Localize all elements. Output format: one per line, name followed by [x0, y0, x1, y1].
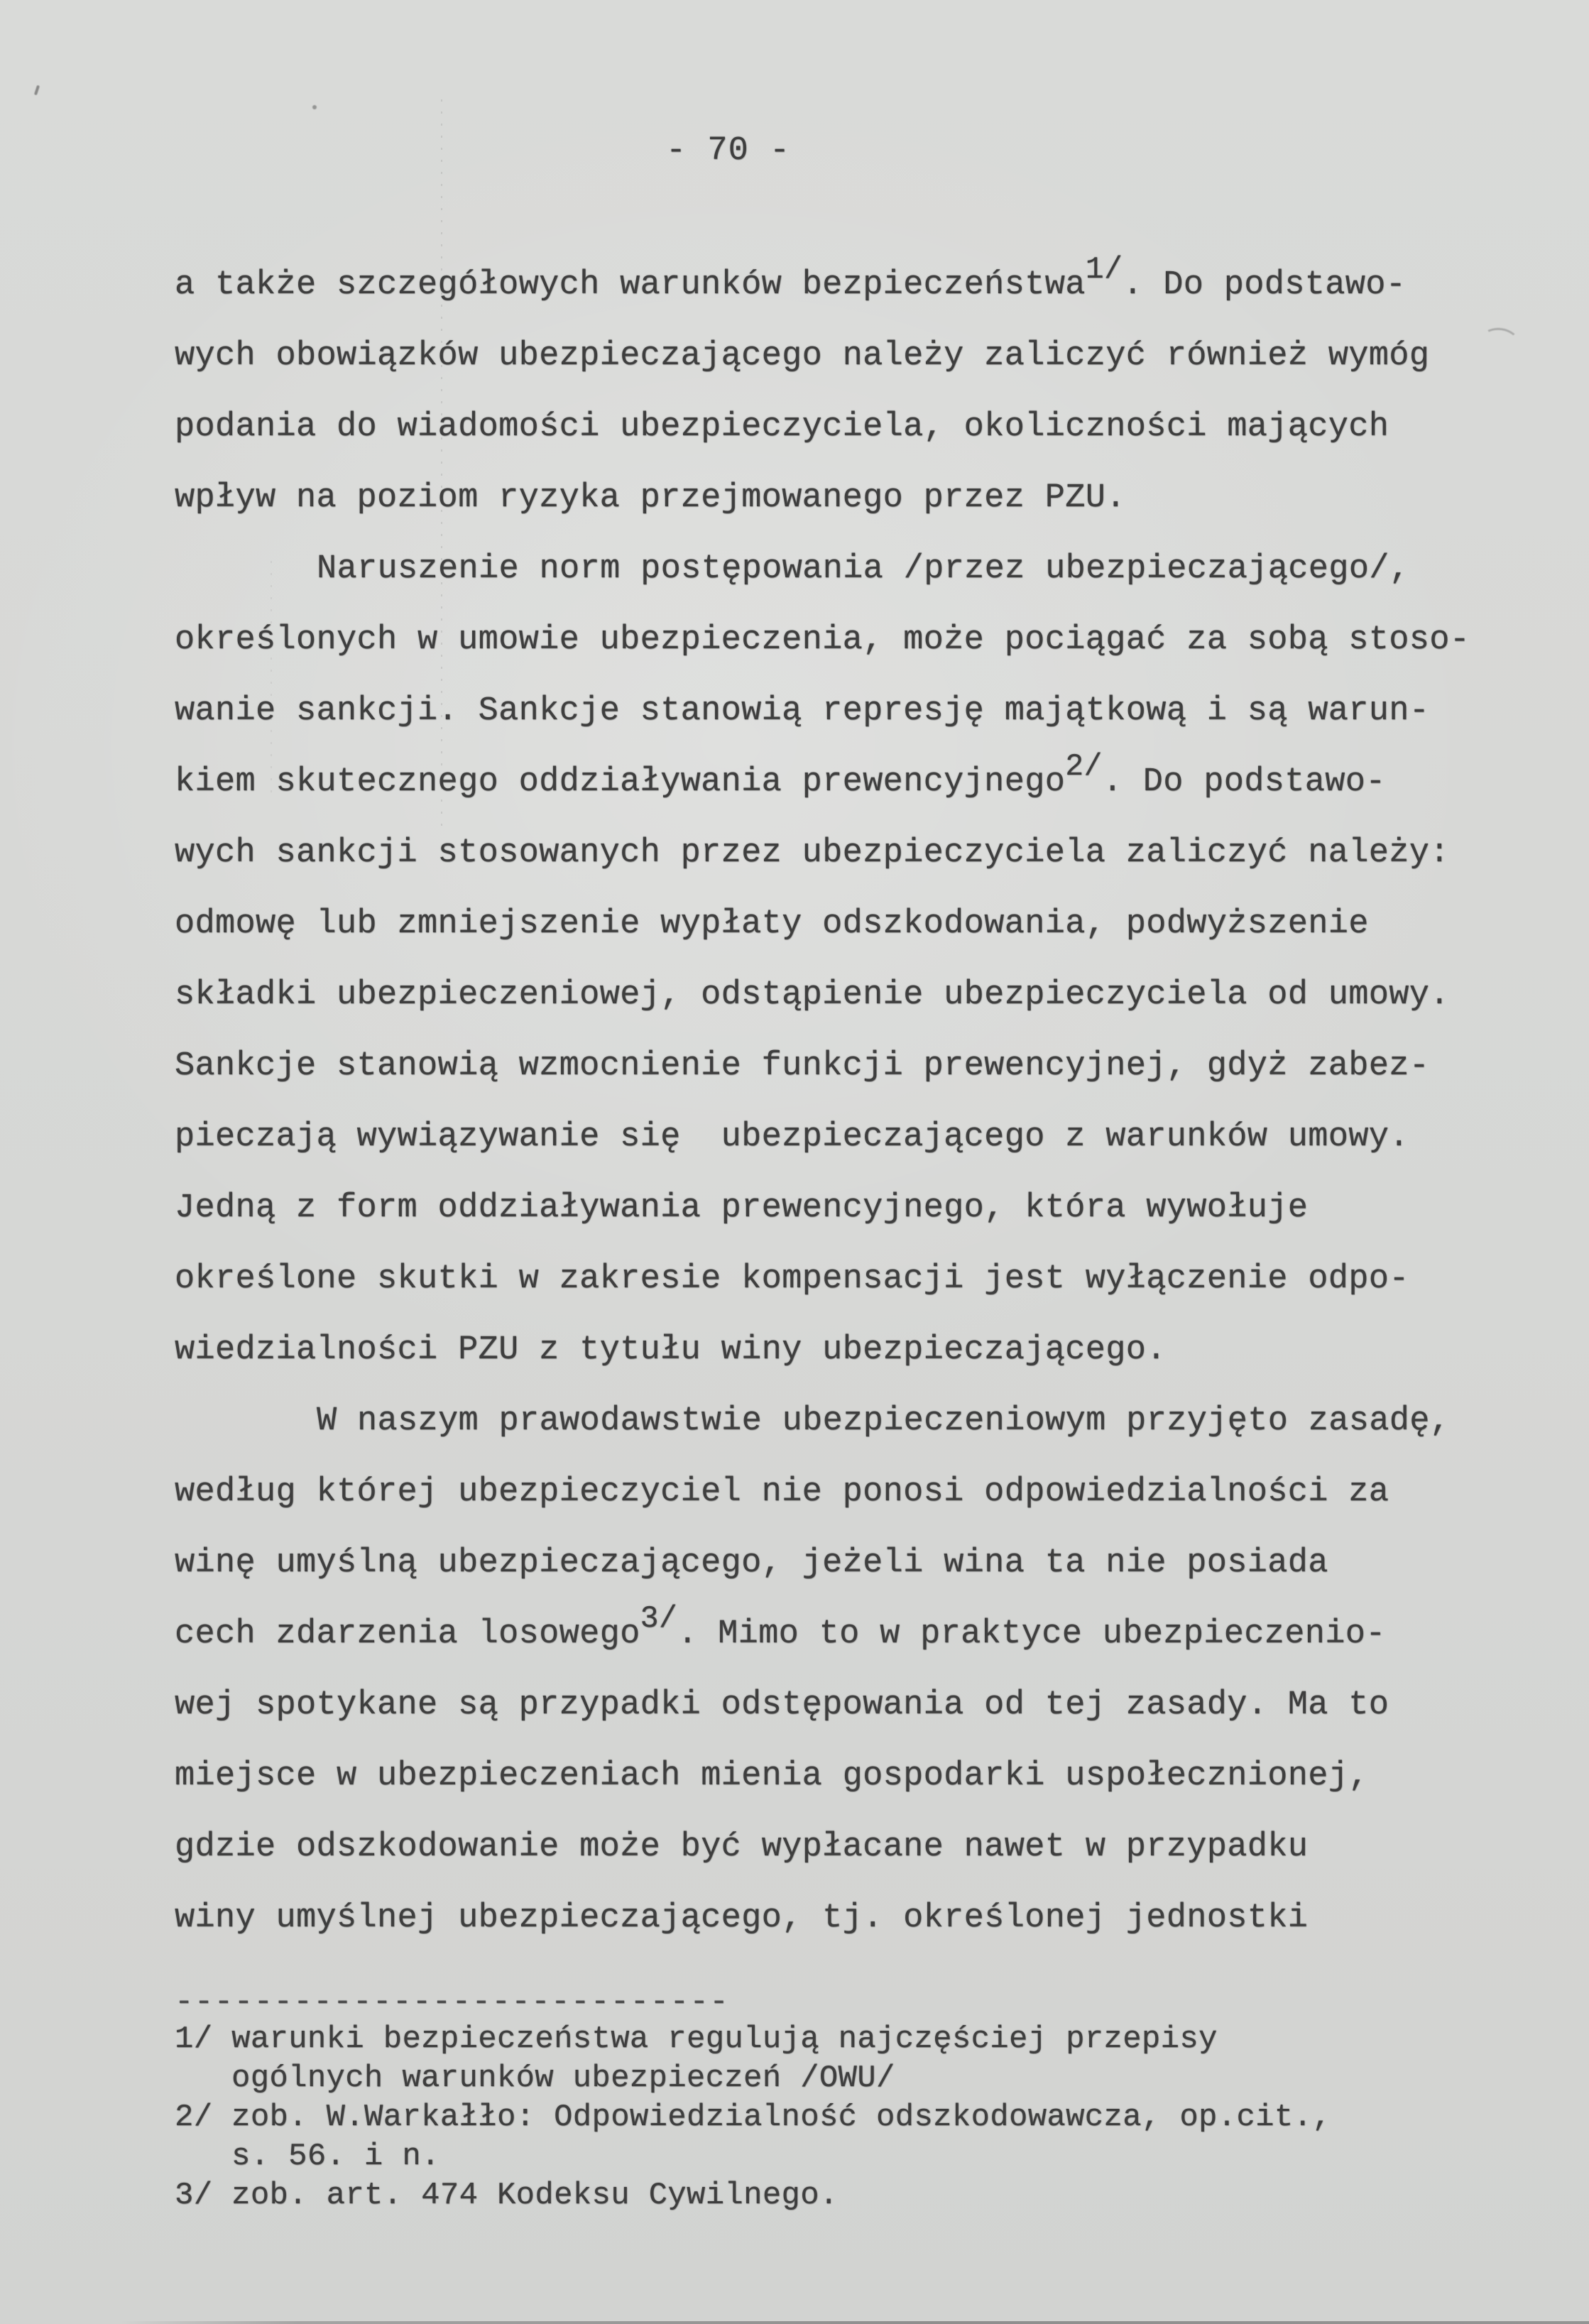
text-line: winy umyślnej ubezpieczającego, tj. określonej jednostki — [175, 1899, 1309, 1937]
text-line: kiem skutecznego oddziaływania prewencyjnego2/. Do podstawo- — [175, 748, 1386, 801]
text-line: wych obowiązków ubezpieczającego należy zaliczyć również wymóg — [175, 337, 1430, 375]
paper-speck — [34, 85, 40, 96]
footnote-line: s. 56. i n. — [231, 2139, 440, 2174]
text-line: wanie sankcji. Sankcje stanowią represję majątkową i są warun- — [175, 692, 1430, 730]
text-line: a także szczegółowych warunków bezpieczeństwa1/. Do podstawo- — [175, 251, 1407, 304]
page-number: - 70 - — [666, 132, 791, 170]
text-line: wiedzialności PZU z tytułu winy ubezpieczającego. — [175, 1331, 1167, 1369]
footnote-line: 2/ zob. W.Warkałło: Odpowiedzialność odszkodowawcza, op.cit., — [175, 2100, 1331, 2135]
text-line: odmowę lub zmniejszenie wypłaty odszkodowania, podwyższenie — [175, 905, 1369, 943]
footnote-line: 1/ warunki bezpieczeństwa regulują najczęściej przepisy — [175, 2022, 1218, 2057]
text-line: cech zdarzenia losowego3/. Mimo to w praktyce ubezpieczenio- — [175, 1600, 1386, 1653]
footnote-line: ogólnych warunków ubezpieczeń /OWU/ — [231, 2061, 895, 2096]
footnotes-block — [175, 2020, 1524, 2215]
text-line: według której ubezpieczyciel nie ponosi odpowiedzialności za — [175, 1473, 1389, 1511]
text-line: składki ubezpieczeniowej, odstąpienie ubezpieczyciela od umowy. — [175, 976, 1450, 1014]
footnote-line: 3/ zob. art. 474 Kodeksu Cywilnego. — [175, 2178, 839, 2213]
text-line: miejsce w ubezpieczeniach mienia gospodarki uspołecznionej, — [175, 1757, 1369, 1795]
text-line: Naruszenie norm postępowania /przez ubezpieczającego/, — [317, 550, 1410, 588]
footnote-divider: ---------------------------- — [175, 1985, 730, 2020]
text-line: określonych w umowie ubezpieczenia, może pociągać za sobą stoso- — [175, 621, 1470, 659]
paper-fold-artifact — [441, 99, 442, 831]
paper-speck — [312, 105, 317, 109]
paper-fold-artifact — [271, 561, 272, 795]
text-line: Sankcje stanowią wzmocnienie funkcji prewencyjnej, gdyż zabez- — [175, 1047, 1430, 1085]
scan-edge-artifact — [121, 2321, 1589, 2324]
text-line: podania do wiadomości ubezpieczyciela, okoliczności mających — [175, 408, 1389, 446]
text-line: W naszym prawodawstwie ubezpieczeniowym przyjęto zasadę, — [317, 1402, 1451, 1440]
body-text — [175, 250, 1481, 1954]
text-line: wej spotykane są przypadki odstępowania od tej zasady. Ma to — [175, 1686, 1389, 1724]
text-line: pieczają wywiązywanie się ubezpieczającego z warunków umowy. — [175, 1118, 1409, 1156]
text-line: wych sankcji stosowanych przez ubezpieczyciela zaliczyć należy: — [175, 834, 1450, 872]
text-line: wpływ na poziom ryzyka przejmowanego przez PZU. — [175, 479, 1126, 517]
text-line: winę umyślną ubezpieczającego, jeżeli wina ta nie posiada — [175, 1544, 1328, 1582]
pen-mark-artifact — [1481, 326, 1519, 354]
text-line: określone skutki w zakresie kompensacji jest wyłączenie odpo- — [175, 1260, 1409, 1298]
text-line: Jedną z form oddziaływania prewencyjnego, która wywołuje — [175, 1189, 1309, 1227]
text-line: gdzie odszkodowanie może być wypłacane nawet w przypadku — [175, 1828, 1309, 1866]
